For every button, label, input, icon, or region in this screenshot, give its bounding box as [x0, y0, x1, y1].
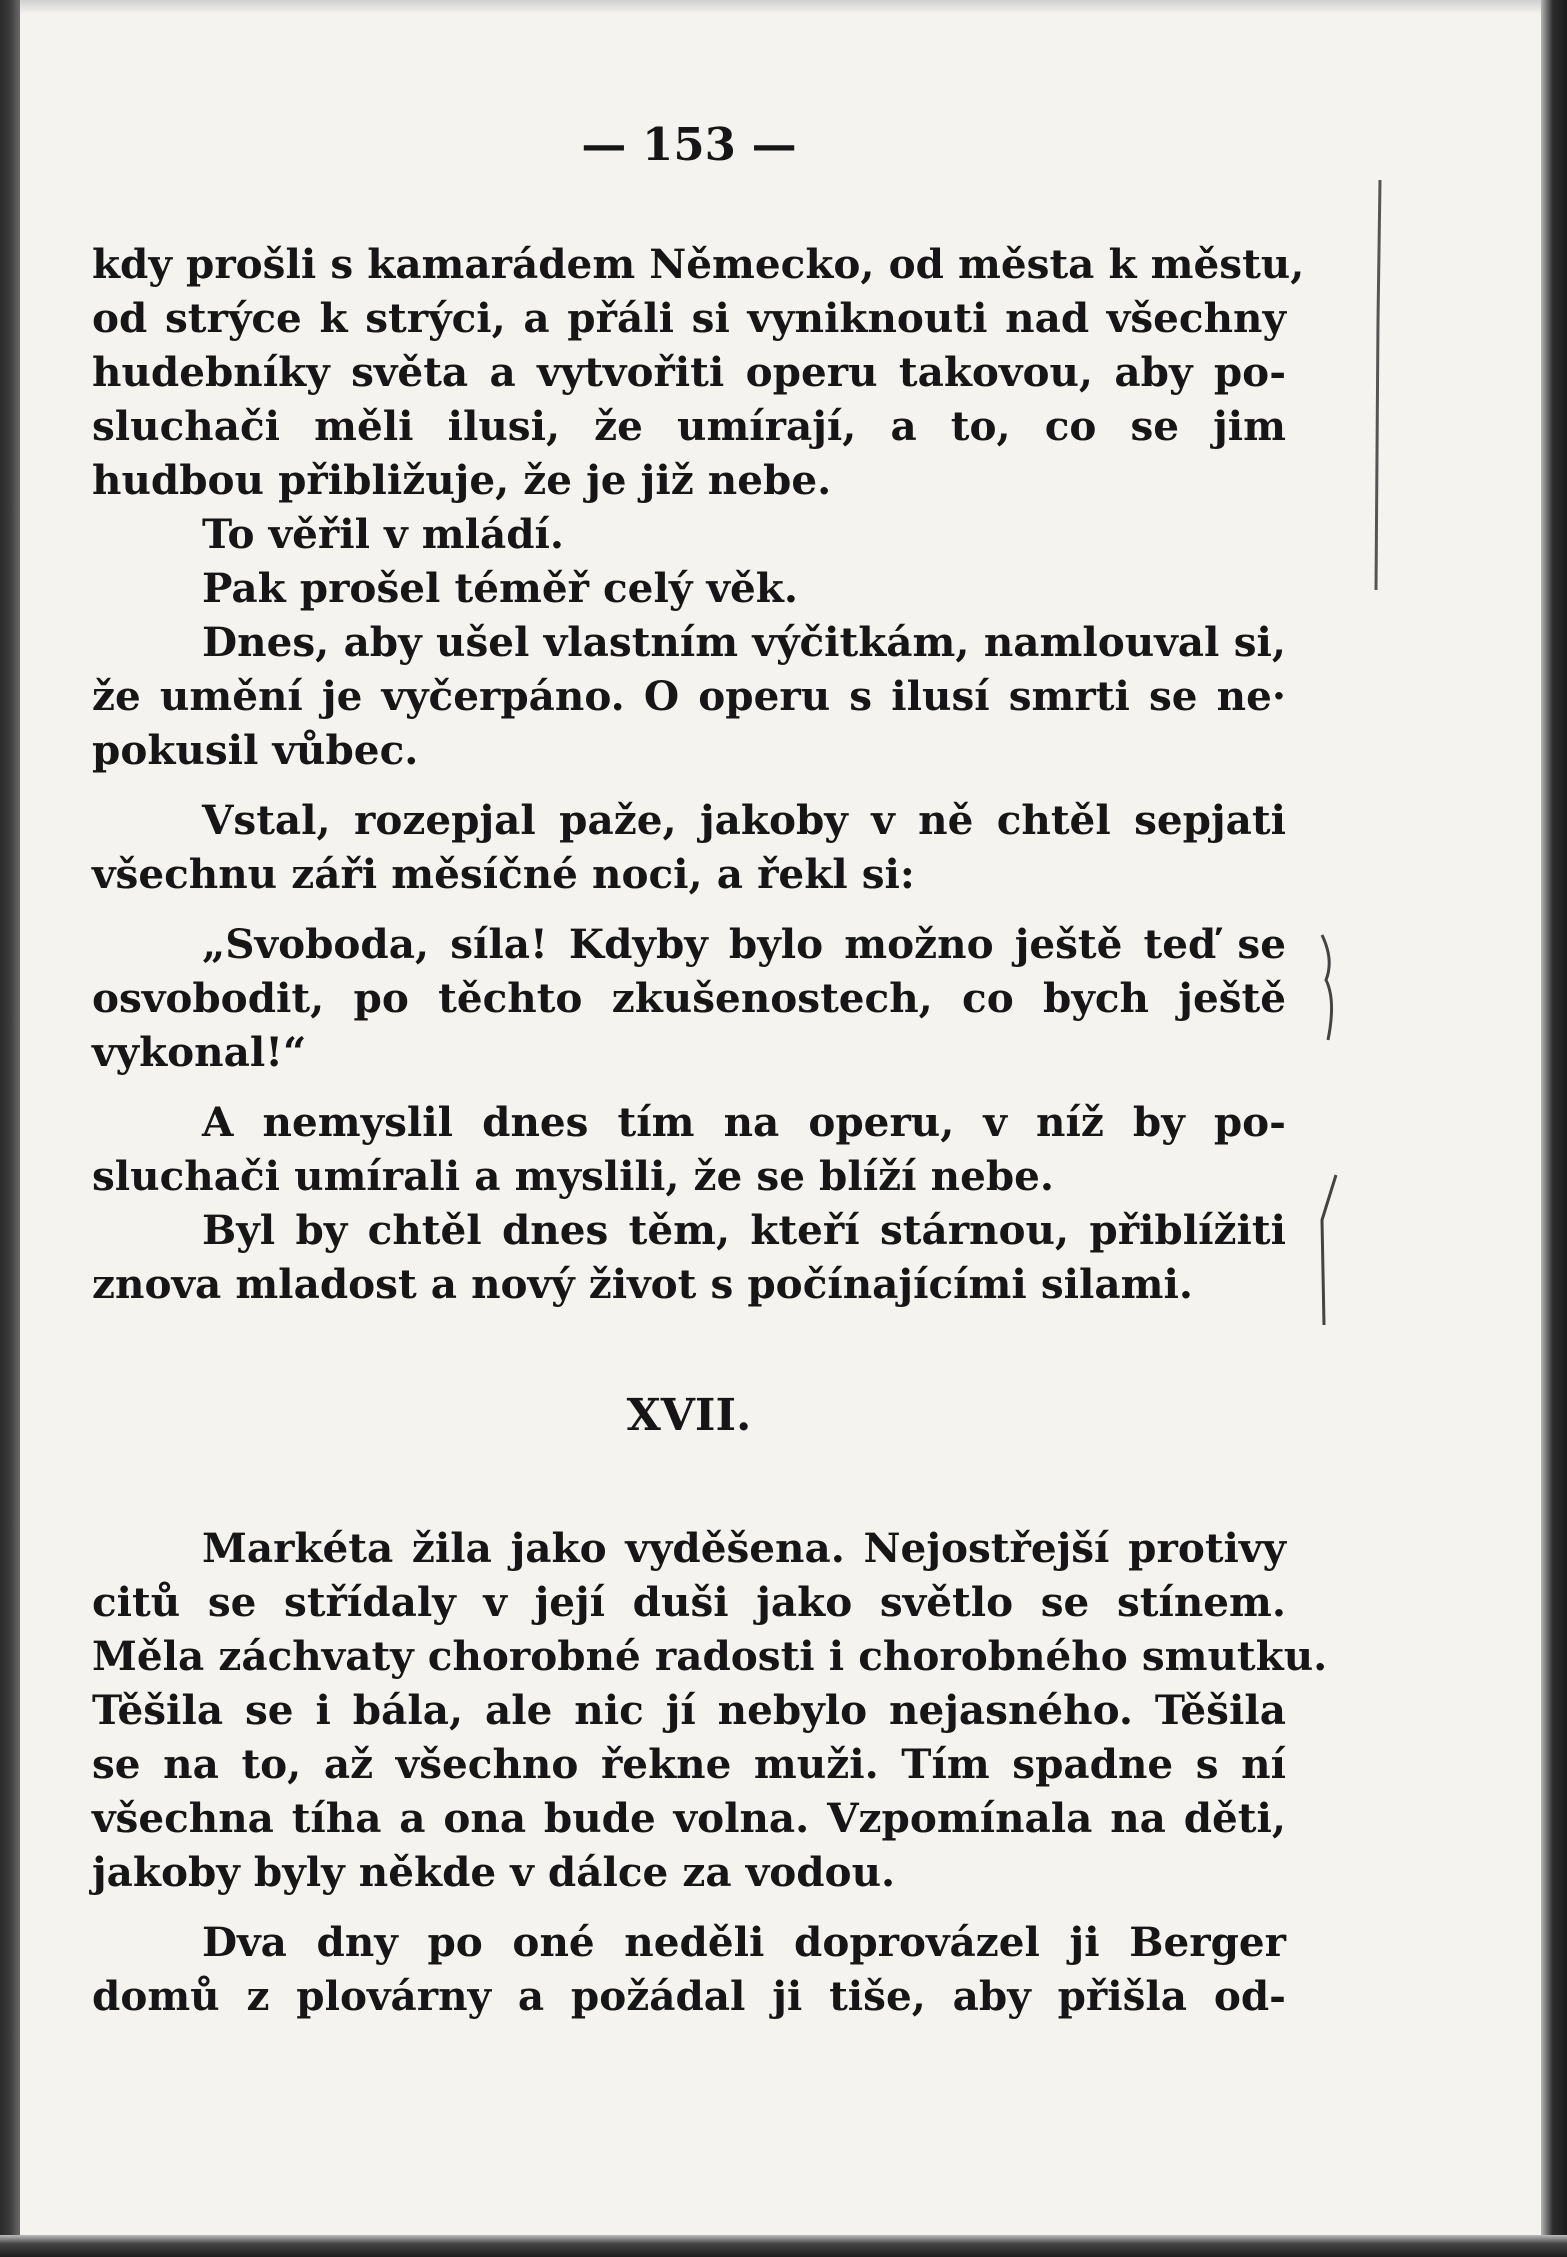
margin-pencil-marks — [1300, 170, 1420, 1370]
text-line: citů se střídaly v její duši jako světlo se stínem. — [92, 1578, 1286, 1626]
text-line: Byl by chtěl dnes těm, kteří stárnou, přiblížiti — [202, 1206, 1286, 1254]
book-spine-shadow — [0, 0, 20, 2257]
text-line: hudebníky světa a vytvořiti operu takovou, aby po- — [92, 348, 1286, 396]
text-line: To věřil v mládí. — [202, 510, 565, 558]
margin-line-upper — [1376, 180, 1380, 590]
text-line: domů z plovárny a požádal ji tiše, aby přišla od- — [92, 1972, 1286, 2020]
text-line: sluchači umírali a myslili, že se blíží nebe. — [92, 1152, 1055, 1200]
page-text — [92, 115, 1328, 2023]
text-line: všechna tíha a ona bude volna. Vzpomínala na děti, — [92, 1794, 1286, 1842]
text-line: jakoby byly někde v dálce za vodou. — [92, 1848, 896, 1896]
text-line: A nemyslil dnes tím na operu, v níž by po- — [202, 1098, 1286, 1146]
page-right-edge — [1541, 0, 1567, 2257]
text-line: od strýce k strýci, a přáli si vyniknouti nad všechny — [92, 294, 1286, 342]
page-bottom-edge — [0, 2235, 1567, 2257]
paragraph-gap — [92, 1899, 1286, 1915]
paragraph-gap — [92, 901, 1286, 917]
text-line: osvobodit, po těchto zkušenostech, co bych ještě — [92, 974, 1286, 1022]
text-line: „Svoboda, síla! Kdyby bylo možno ještě teď se — [202, 920, 1286, 968]
text-line: Pak prošel téměř celý věk. — [202, 564, 798, 612]
text-line: všechnu záři měsíčné noci, a řekl si: — [92, 850, 915, 898]
page-number: — 153 — — [581, 118, 797, 171]
text-line: že umění je vyčerpáno. O operu s ilusí smrti se ne· — [92, 672, 1286, 720]
text-line: pokusil vůbec. — [92, 726, 419, 774]
chapter-heading: XVII. — [626, 1390, 752, 1441]
text-line: Dnes, aby ušel vlastním výčitkám, namlouval si, — [202, 618, 1286, 666]
text-line: se na to, až všechno řekne muži. Tím spadne s ní — [92, 1740, 1286, 1788]
text-line: Těšila se i bála, ale nic jí nebylo nejasného. Těšila — [92, 1686, 1286, 1734]
text-line: hudbou přibližuje, že je již nebe. — [92, 456, 832, 504]
margin-line-lower — [1322, 1175, 1336, 1325]
chapter-gap — [92, 1311, 1286, 1386]
text-line: Markéta žila jako vyděšena. Nejostřejší protivy — [202, 1524, 1286, 1572]
text-line: znova mladost a nový život s počínajícími silami. — [92, 1260, 1193, 1308]
text-line: kdy prošli s kamarádem Německo, od města k městu, — [92, 240, 1305, 288]
text-line: sluchači měli ilusi, že umírají, a to, co se jim — [92, 402, 1286, 450]
paragraph-gap — [92, 777, 1286, 793]
page-top-edge — [0, 0, 1567, 14]
margin-bracket-quote — [1322, 935, 1332, 1040]
text-line: Vstal, rozepjal paže, jakoby v ně chtěl sepjati — [202, 796, 1286, 844]
chapter-gap — [92, 1446, 1286, 1521]
paragraph-gap — [92, 1079, 1286, 1095]
text-line: Měla záchvaty chorobné radosti i chorobného smutku. — [92, 1632, 1328, 1680]
text-line: vykonal!“ — [92, 1028, 307, 1076]
text-line: Dva dny po oné neděli doprovázel ji Berger — [202, 1918, 1286, 1966]
